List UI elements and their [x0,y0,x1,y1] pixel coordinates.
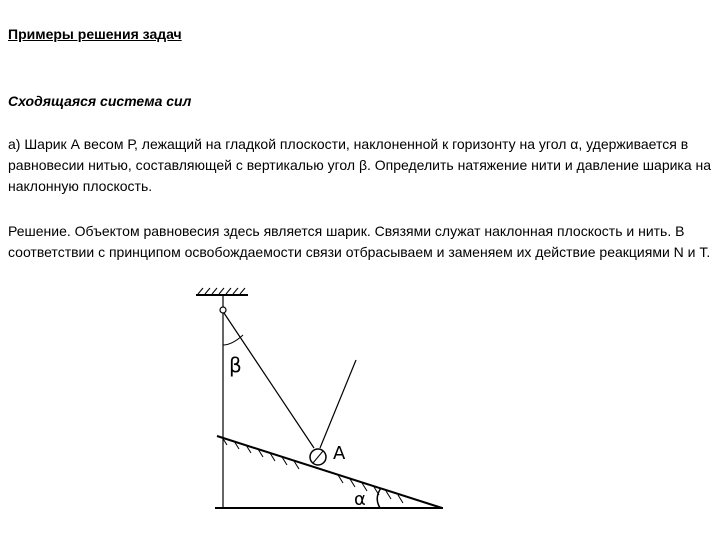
ceiling-support [196,288,248,313]
alpha-label: α [354,489,366,510]
problem-statement: а) Шарик А весом Р, лежащий на гладкой плоскости, наклоненной к горизонту на угол α, удерживается в равновесии нитью, составляющей с вертикалью угол β. Определить натяжение нити и давление шарика на наклонную плоскость. [8,136,712,194]
alpha-angle-arc [377,488,381,508]
ball-label: A [333,443,346,464]
inclined-plane-diagram [190,285,450,515]
page-heading: Примеры решения задач [8,26,182,42]
inclined-plane [217,436,442,508]
beta-label: β [229,353,242,377]
thread-extension-line [320,360,356,448]
section-subheading: Сходящаяся система сил [8,93,192,109]
thread-line [224,313,314,448]
solution-text: Решение. Объектом равновесия здесь является шарик. Связями служат наклонная плоскость и нить. В соответствии с принципом освобождаемости связи отбрасываем и заменяем их действие реакциями N и Т. [8,223,711,260]
